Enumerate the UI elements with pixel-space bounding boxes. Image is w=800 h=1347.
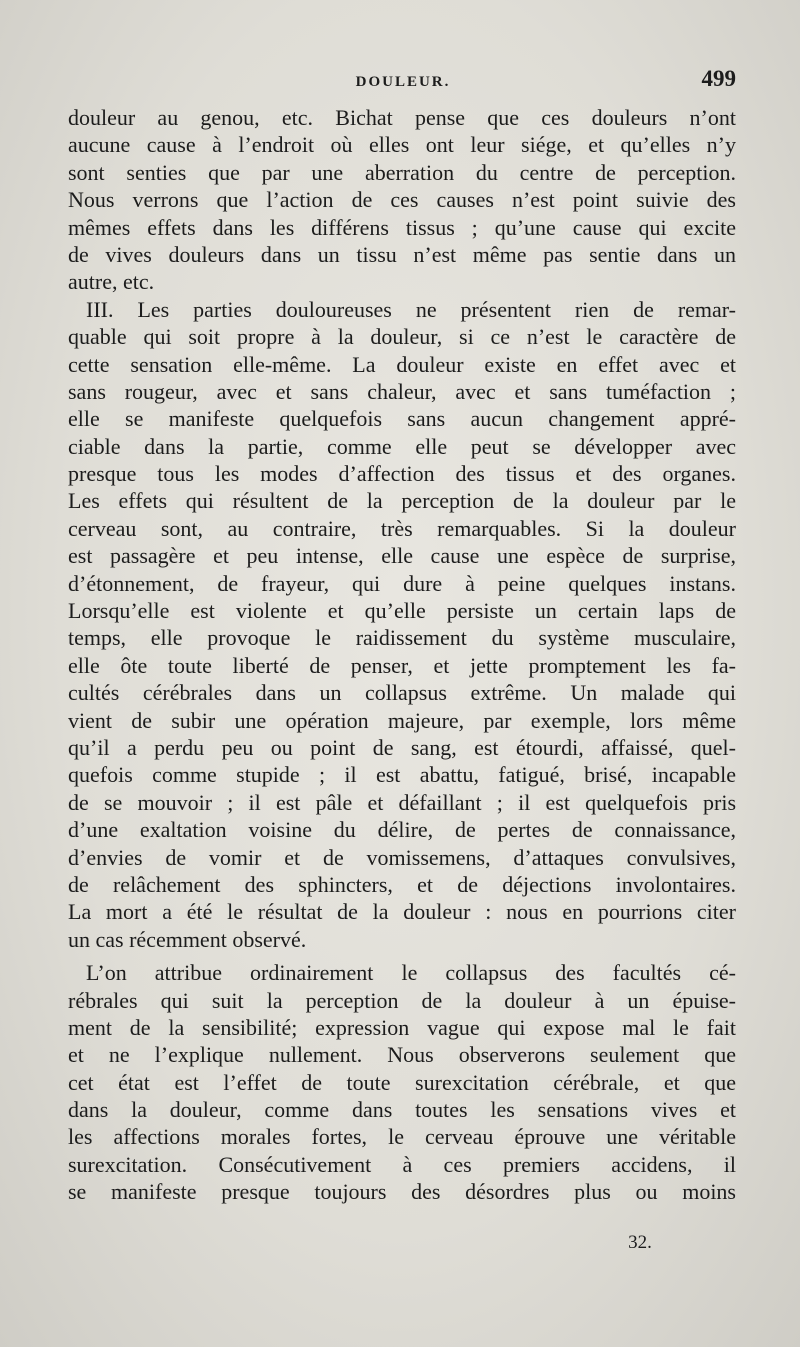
text-line: un cas récemment observé. <box>68 926 307 952</box>
text-line: et ne l’explique nullement. Nous observerons seulement que <box>68 1042 736 1068</box>
running-title: DOULEUR. <box>355 74 451 90</box>
text-line: elle se manifeste quelquefois sans aucun changement appré- <box>68 406 736 432</box>
text-line: cet état est l’effet de toute surexcitation cérébrale, et que <box>68 1069 736 1095</box>
text-line: vient de subir une opération majeure, par exemple, lors même <box>68 707 736 733</box>
body-text <box>68 104 736 1206</box>
text-line: de vives douleurs dans un tissu n’est même pas sentie dans un <box>68 241 736 267</box>
text-line: elle ôte toute liberté de penser, et jette promptement les fa- <box>68 652 736 678</box>
text-line: de relâchement des sphincters, et de déjections involontaires. <box>68 871 736 897</box>
text-line: sans rougeur, avec et sans chaleur, avec et sans tuméfaction ; <box>68 378 736 404</box>
text-line: Les effets qui résultent de la perception de la douleur par le <box>68 488 736 514</box>
text-line: rébrales qui suit la perception de la douleur à un épuise- <box>68 987 736 1013</box>
text-line: se manifeste presque toujours des désordres plus ou moins <box>68 1179 736 1205</box>
text-line: d’envies de vomir et de vomissemens, d’attaques convulsives, <box>68 844 736 870</box>
text-line: d’étonnement, de frayeur, qui dure à peine quelques instans. <box>68 570 736 596</box>
text-line: quefois comme stupide ; il est abattu, fatigué, brisé, incapable <box>68 762 736 788</box>
text-line: ment de la sensibilité; expression vague qui expose mal le fait <box>68 1014 736 1040</box>
text-line: temps, elle provoque le raidissement du système musculaire, <box>68 625 736 651</box>
text-line: de se mouvoir ; il est pâle et défaillant ; il est quelquefois pris <box>68 789 736 815</box>
text-line: L’on attribue ordinairement le collapsus des facultés cé- <box>86 960 736 986</box>
text-line: quable qui soit propre à la douleur, si ce n’est le caractère de <box>68 324 736 350</box>
text-line: dans la douleur, comme dans toutes les sensations vives et <box>68 1097 736 1123</box>
page-header <box>68 66 738 100</box>
page-number: 499 <box>701 66 736 91</box>
text-line: La mort a été le résultat de la douleur : nous en pourrions citer <box>68 899 736 925</box>
text-line: ciable dans la partie, comme elle peut se développer avec <box>68 433 736 459</box>
text-line: cette sensation elle-même. La douleur existe en effet avec et <box>68 351 736 377</box>
text-line: cultés cérébrales dans un collapsus extrême. Un malade qui <box>68 680 736 706</box>
text-line: III. Les parties douloureuses ne présentent rien de remar- <box>86 296 736 322</box>
text-line: qu’il a perdu peu ou point de sang, est étourdi, affaissé, quel- <box>68 734 736 760</box>
text-line: sont senties que par une aberration du centre de perception. <box>68 159 736 185</box>
text-line: Lorsqu’elle est violente et qu’elle persiste un certain laps de <box>68 598 736 624</box>
text-line: mêmes effets dans les différens tissus ; qu’une cause qui excite <box>68 214 736 240</box>
text-line: autre, etc. <box>68 269 155 295</box>
signature-mark: 32. <box>628 1232 652 1253</box>
text-line: est passagère et peu intense, elle cause une espèce de surprise, <box>68 543 736 569</box>
text-line: surexcitation. Consécutivement à ces premiers accidens, il <box>68 1151 736 1177</box>
text-line: douleur au genou, etc. Bichat pense que ces douleurs n’ont <box>68 105 736 130</box>
text-line: aucune cause à l’endroit où elles ont leur siége, et qu’elles n’y <box>68 132 736 158</box>
text-line: Nous verrons que l’action de ces causes n’est point suivie des <box>68 187 736 213</box>
text-line: cerveau sont, au contraire, très remarquables. Si la douleur <box>68 515 736 541</box>
text-line: presque tous les modes d’affection des tissus et des organes. <box>68 461 736 487</box>
text-line: les affections morales fortes, le cerveau éprouve une véritable <box>68 1124 736 1150</box>
text-line: d’une exaltation voisine du délire, de pertes de connaissance, <box>68 817 736 843</box>
